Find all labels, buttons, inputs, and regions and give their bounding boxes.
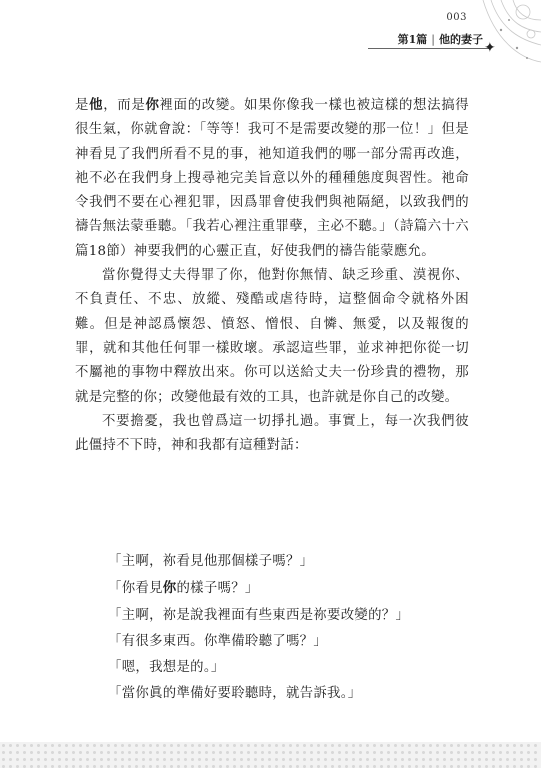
dialogue-line: 「主啊，祢看見他那個樣子嗎？」 — [108, 554, 314, 569]
body-text — [75, 93, 469, 458]
emphasis: 他 — [89, 97, 104, 113]
chapter-label: 第1篇 — [397, 33, 428, 46]
text-run: ，而是 — [103, 98, 146, 113]
text-run: 是 — [75, 98, 90, 113]
emphasis: 你 — [162, 580, 177, 597]
dialogue-line: 「當你眞的準備好要聆聽時，就告訴我。」 — [108, 686, 362, 702]
dialogue-line: 「有很多東西。你準備聆聽了嗎？」 — [108, 633, 328, 649]
text-run: 的樣子嗎？」 — [176, 581, 259, 597]
page-number: 003 — [446, 12, 467, 23]
running-head — [398, 31, 483, 47]
dialogue-line: 「嗯，我想是的。」 — [108, 660, 225, 676]
text-run: 「你看見 — [108, 581, 163, 597]
header-rule — [368, 48, 490, 49]
dialogue-line — [108, 575, 488, 602]
text-run: 裡面的改變。如果你像我一樣也被這樣的想法搞得很生氣，你就會說：「等等！我可不是需要改變的那一位！」但是神看見了我們所看不見的事，祂知道我們的哪一部分需再改進，祂不必在我們身上搜尋祂完美旨意以外的種種態度與習性。祂命令我們不要在心裡犯罪，因爲罪會使我們與祂隔絕，以致我們的禱告無法蒙垂聽。「我若心裡注重罪孽，主必不聽。」（詩篇六十六篇18節）神要我們的心靈正直，好使我們的禱告能蒙應允。 — [75, 98, 469, 259]
swirl-decoration — [461, 0, 541, 100]
chapter-title: 他的妻子 — [439, 33, 483, 46]
paragraph-1 — [75, 93, 469, 264]
paragraph-3: 不要擔憂，我也曾爲這一切掙扎過。事實上，每一次我們彼此僵持不下時，神和我都有這種對話： — [75, 413, 469, 454]
dialogue-line: 「主啊，祢是說我裡面有些東西是祢要改變的？」 — [108, 607, 410, 623]
header-separator: | — [431, 32, 435, 46]
emphasis: 你 — [145, 97, 160, 113]
four-point-star-icon: ✦ — [484, 40, 496, 56]
dotted-footer-band — [0, 742, 541, 768]
paragraph-2: 當你覺得丈夫得罪了你，他對你無情、缺乏珍重、漠視你、不負責任、不忠、放縱、殘酷或虐待時，這整個命令就格外困難。但是神認爲懷怨、憤怒、憎恨、自憐、無愛，以及報復的罪，就和其他任何罪一樣敗壞。承認這些罪，並求神把你從一切不屬祂的事物中釋放出來。你可以送給丈夫一份珍貴的禮物，那就是完整的你；改變他最有效的工具，也許就是你自己的改變。 — [75, 268, 469, 405]
dialogue-block — [108, 549, 488, 708]
